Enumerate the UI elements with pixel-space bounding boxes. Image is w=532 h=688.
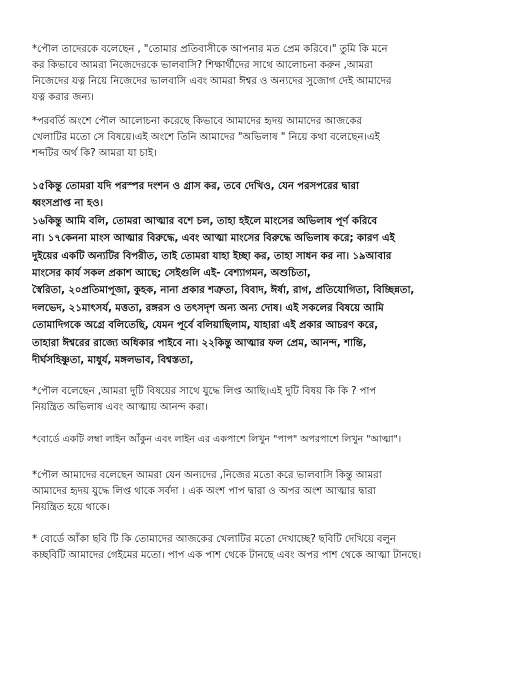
text-line: ১৬কিন্তু আমি বলি, তোমরা আত্মার বশে চল, তাহা হইলে মাংসের অভিলাষ পূর্ণ করিবে [32, 215, 378, 227]
text-line: কচ্ছবিটি আমাদের গেইমের মতো। পাপ এক পাশ থেকে টানছে এবং অপর পাশ থেকে আত্মা টানছে। [32, 550, 422, 561]
paragraph-desire-intro [32, 114, 380, 162]
text-line: দলভেদ, ২১মাৎসর্য, মত্ততা, রঙ্গরস ও তৎসদৃশ অন্য অন্য দোষ। এই সকলের বিষয়ে আমি [32, 302, 384, 314]
text-line: *পৌল আমাদের বলেছেন আমরা যেন অন্যদের ,নিজের মতো করে ভালবাসি কিন্তু আমরা [32, 470, 382, 481]
text-line: তোমাদিগকে অগ্রে বলিতেছি, যেমন পূর্বে বলিয়াছিলাম, যাহারা এই প্রকার আচরণ করে, [32, 320, 379, 332]
text-line: যত্ন করার জন্য। [32, 92, 94, 103]
text-line: ধ্বংসপ্রাপ্ত না হও। [32, 198, 104, 210]
text-line: কর কিভাবে আমরা নিজেদেরকে ভালবাসি? শিক্ষার্থীদের সাথে আলোচনা করুন ,আমরা [32, 60, 373, 71]
text-line: *পৌল বলেছেন ,আমরা দুটি বিষয়ের সাথে যুদ্ধে লিপ্ত আছি।এই দুটি বিষয় কি কি ? পাপ [32, 386, 377, 397]
text-line: নিয়ন্ত্রিত অভিলাষ এবং আত্মায় আনন্দ করা। [32, 402, 208, 413]
paragraph-two-battles [32, 384, 376, 416]
paragraph-board-instruction [32, 432, 401, 448]
text-line: তাহারা ঈশ্বরের রাজ্যে অধিকার পাইবে না। ২২কিন্তু আত্মার ফল প্রেম, আনন্দ, শান্তি, [32, 337, 367, 349]
text-line: আমাদের হৃদয় যুদ্ধে লিপ্ত থাকে সর্বদা । এক অংশ পাপ দ্বারা ও অপর অংশ আত্মার দ্বারা [32, 486, 376, 497]
text-line: * বোর্ডে আঁকা ছবি টি কি তোমাদের আজকের খেলাটির মতো দেখাচ্ছে? ছবিটি দেখিয়ে বলুন [32, 534, 396, 545]
text-line: *বোর্ডে একটি লম্বা লাইন আঁকুন এবং লাইন এর একপাশে লিখুন "পাপ" অপরপাশে লিখুন "আত্মা"। [32, 434, 402, 445]
text-line: না। ১৭কেননা মাংস আত্মার বিরুদ্ধে, এবং আত্মা মাংসের বিরুদ্ধে অভিলাষ করে; কারণ এই [32, 233, 395, 245]
text-line: *পৌল তাদেরকে বলেছেন , "তোমার প্রতিবাসীকে আপনার মত প্রেম করিবে।" তুমি কি মনে [32, 44, 388, 55]
text-line: নিজেদের যত্ন নিয়ে নিজেদের ভালবাসি এবং আমরা ঈশ্বর ও অন্যদের সুজোগ দেই আমাদের [32, 76, 392, 87]
paragraph-board-picture [32, 532, 421, 564]
text-line: স্বৈরিতা, ২০প্রতিমাপূজা, কুহক, নানা প্রকার শত্রুতা, বিবাদ, ঈর্ষা, রাগ, প্রতিযোগিতা, বিচ্ছিন্নতা, [32, 285, 415, 297]
text-line: দীর্ঘসহিষ্ণুতা, মাধুর্য, মঙ্গলভাব, বিশ্বস্ততা, [32, 355, 194, 367]
paragraph-heart-at-war [32, 468, 382, 516]
text-line: মাংসের কার্য সকল প্রকাশ আছে; সেইগুলি এই- বেশ্যাগমন, অশুচিতা, [32, 268, 311, 280]
text-line: দুইয়ের একটি অন্যটির বিপরীত, তাই তোমরা যাহা ইচ্ছা কর, তাহা সাধন কর না। ১৯আবার [32, 250, 392, 262]
text-line: *পরবর্তি অংশে পৌল আলোচনা করেছে কিভাবে আমাদের হৃদয় আমাদের আজকের [32, 116, 362, 127]
text-line: ১৫কিন্তু তোমরা যদি পরস্পর দংশন ও গ্রাস কর, তবে দেখিও, যেন পরসপরের দ্বারা [32, 181, 359, 192]
text-line: খেলাটির মতো সে বিষয়ে।এই অংশে তিনি আমাদের "অভিলাষ " নিয়ে কথা বলেছেন।এই [32, 132, 380, 143]
text-line: নিয়ন্ত্রিত হয়ে থাকে। [32, 502, 110, 513]
text-line: শব্দটির অর্থ কি? আমরা যা চাই। [32, 148, 157, 159]
scripture-passage [32, 178, 414, 369]
paragraph-love-neighbor [32, 42, 391, 106]
